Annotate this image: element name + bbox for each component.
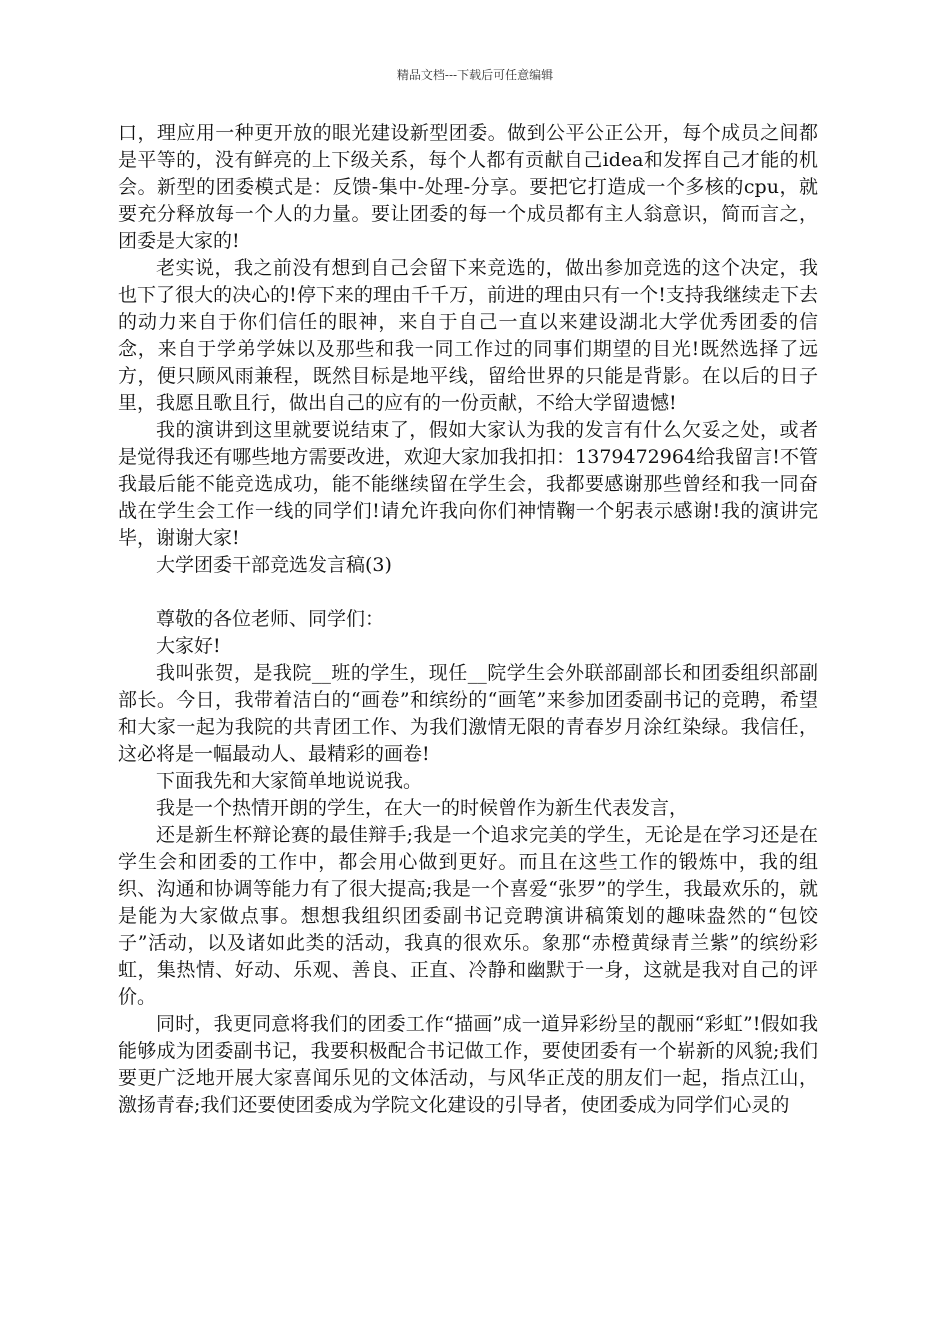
paragraph: 老实说，我之前没有想到自己会留下来竞选的，做出参加竞选的这个决定，我也下了很大的决心的!停下来的理由千千万，前进的理由只有一个!支持我继续走下去的动力来自于你们信任的眼神，来自于自己一直以来建设湖北大学优秀团委的信念，来自于学弟学妹以及那些和我一同工作过的同事们期望的目光!既然选择了远方，便只顾风雨兼程，既然目标是地平线，留给世界的只能是背影。在以后的日子里，我愿且歌且行，做出自己的应有的一份贡献，不给大学留遗憾! [118,257,818,414]
blank-line [118,579,818,606]
document-body [118,120,818,1119]
greeting: 大家好! [156,635,221,657]
paragraph: 还是新生杯辩论赛的最佳辩手;我是一个追求完美的学生，无论是在学习还是在学生会和团委的工作中，都会用心做到更好。而且在这些工作的锻炼中，我的组织、沟通和协调等能力有了很大提高;我是一个喜爱“张罗”的学生，我最欢乐的，就是能为大家做点事。想想我组织团委副书记竞聘演讲稿策划的趣味盎然的“包饺子”活动，以及诸如此类的活动，我真的很欢乐。象那“赤橙黄绿青兰紫”的缤纷彩虹，集热情、好动、乐观、善良、正直、冷静和幽默于一身，这就是我对自己的评价。 [118,824,818,1008]
section-title: 大学团委干部竞选发言稿(3) [156,554,392,576]
header-note: 精品文档---下载后可任意编辑 [396,68,554,82]
paragraph: 下面我先和大家简单地说说我。 [156,770,423,792]
paragraph: 我的演讲到这里就要说结束了，假如大家认为我的发言有什么欠妥之处，或者是觉得我还有哪些地方需要改进，欢迎大家加我扣扣：1379472964给我留言!不管我最后能不能竞选成功，能不能继续留在学生会，我都要感谢那些曾经和我一同奋战在学生会工作一线的同学们!请允许我向你们神情鞠一个躬表示感谢!我的演讲完毕，谢谢大家! [118,419,818,549]
paragraph: 我是一个热情开朗的学生，在大一的时候曾作为新生代表发言， [156,797,689,819]
paragraph: 同时，我更同意将我们的团委工作“描画”成一道异彩纷呈的靓丽“彩虹”!假如我能够成为团委副书记，我要积极配合书记做工作，要使团委有一个崭新的风貌;我们要更广泛地开展大家喜闻乐见的文体活动，与风华正茂的朋友们一起，指点江山，激扬青春;我们还要使团委成为学院文化建设的引导者，使团委成为同学们心灵的 [118,1013,818,1116]
paragraph: 我叫张贺，是我院__班的学生，现任__院学生会外联部副部长和团委组织部副部长。今日，我带着洁白的“画卷”和缤纷的“画笔”来参加团委副书记的竞聘，希望和大家一起为我院的共青团工作、为我们激情无限的青春岁月涂红染绿。我信任，这必将是一幅最动人、最精彩的画卷! [118,662,818,765]
salutation: 尊敬的各位老师、同学们： [156,608,385,630]
paragraph: 口，理应用一种更开放的眼光建设新型团委。做到公平公正公开，每个成员之间都是平等的，没有鲜亮的上下级关系，每个人都有贡献自己idea和发挥自己才能的机会。新型的团委模式是：反馈-集中-处理-分享。要把它打造成一个多核的cpu，就要充分释放每一个人的力量。要让团委的每一个成员都有主人翁意识，简而言之，团委是大家的! [118,122,818,252]
